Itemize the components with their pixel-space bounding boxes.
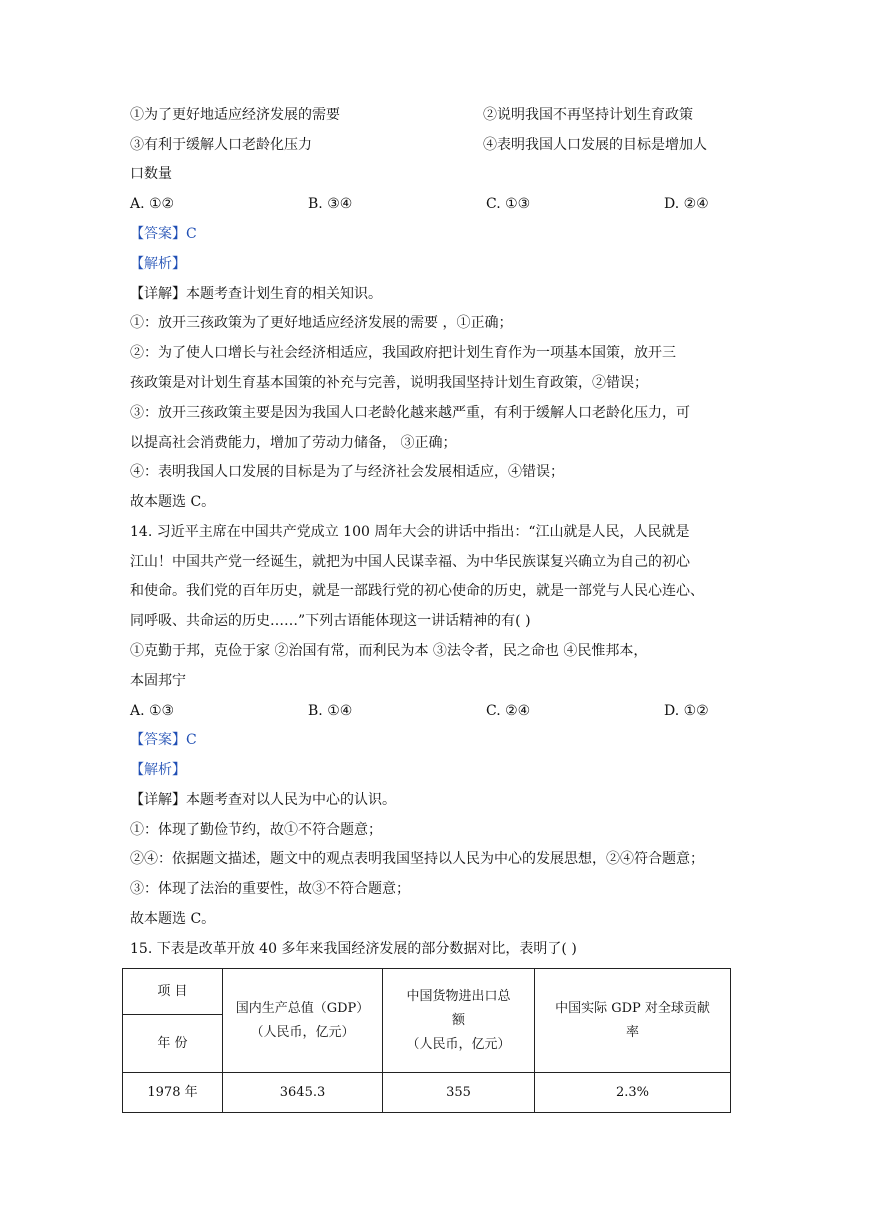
table-row — [123, 1073, 731, 1113]
q14-stem-3: 和使命。我们党的百年历史，就是一部践行党的初心使命的历史，就是一部党与人民心连心、 — [130, 583, 704, 599]
q13-choice-b: B. ③④ — [308, 196, 353, 212]
q14-detail: 【详解】本题考查对以人民为中心的认识。 — [130, 792, 396, 808]
q14-stem-1: 14. 习近平主席在中国共产党成立 100 周年大会的讲话中指出：“江山就是人民，人民就是 — [130, 524, 690, 540]
q13-explanation-2b: 孩政策是对计划生育基本国策的补充与完善，说明我国坚持计划生育政策，②错误； — [130, 375, 648, 391]
q14-explanation-1: ①：体现了勤俭节约，故①不符合题意； — [130, 822, 382, 838]
q14-choice-d: D. ①② — [664, 703, 709, 719]
header-year: 年 份 — [123, 1015, 223, 1073]
q14-answer: 【答案】C — [130, 732, 197, 748]
q14-analysis-heading: 【解析】 — [130, 762, 186, 778]
q13-explanation-3b: 以提高社会消费能力，增加了劳动力储备， ③正确； — [130, 435, 457, 451]
q13-option-2: ②说明我国不再坚持计划生育政策 — [483, 107, 693, 123]
q13-option-1: ①为了更好地适应经济发展的需要 — [130, 107, 340, 123]
q13-explanation-2a: ②：为了使人口增长与社会经济相适应，我国政府把计划生育作为一项基本国策，放开三 — [130, 345, 676, 361]
q14-choice-a: A. ①③ — [130, 703, 175, 719]
q14-stem-4: 同呼吸、共命运的历史……”下列古语能体现这一讲话精神的有( ) — [130, 613, 531, 629]
cell-gdp: 3645.3 — [223, 1073, 383, 1113]
q13-choice-a: A. ①② — [130, 196, 175, 212]
cell-contribution: 2.3% — [535, 1073, 731, 1113]
q13-option-4: ④表明我国人口发展的目标是增加人 — [483, 137, 707, 153]
q13-option-3: ③有利于缓解人口老龄化压力 — [130, 137, 312, 153]
q14-choice-b: B. ①④ — [308, 703, 353, 719]
q14-stem-2: 江山！中国共产党一经诞生，就把为中国人民谋幸福、为中华民族谋复兴确立为自己的初心 — [130, 554, 690, 570]
header-contribution: 中国实际 GDP 对全球贡献 率 — [535, 969, 731, 1073]
q14-choice-c: C. ②④ — [486, 703, 531, 719]
q13-conclusion: 故本题选 C。 — [130, 494, 216, 510]
q14-options: ①克勤于邦，克俭于家 ②治国有常，而利民为本 ③法令者，民之命也 ④民惟邦本， — [130, 643, 648, 659]
q13-detail: 【详解】本题考查计划生育的相关知识。 — [130, 286, 382, 302]
header-item: 项 目 — [123, 969, 223, 1015]
header-gdp: 国内生产总值（GDP） （人民币，亿元） — [223, 969, 383, 1073]
q13-option-row-1 — [130, 105, 340, 125]
q15-stem: 15. 下表是改革开放 40 多年来我国经济发展的部分数据对比，表明了( ) — [130, 941, 577, 957]
q13-choice-c: C. ①③ — [486, 196, 531, 212]
q13-option-4-continued: 口数量 — [130, 166, 172, 182]
q14-options-continued: 本固邦宁 — [130, 673, 186, 689]
q13-explanation-1: ①：放开三孩政策为了更好地适应经济发展的需要 ，①正确； — [130, 315, 513, 331]
economic-data-table — [122, 968, 731, 1113]
cell-trade: 355 — [383, 1073, 535, 1113]
q14-conclusion: 故本题选 C。 — [130, 911, 216, 927]
cell-year: 1978 年 — [123, 1073, 223, 1113]
q13-explanation-4: ④：表明我国人口发展的目标是为了与经济社会发展相适应，④错误； — [130, 464, 564, 480]
q14-explanation-2: ②④：依据题文描述，题文中的观点表明我国坚持以人民为中心的发展思想，②④符合题意； — [130, 851, 704, 867]
q13-choice-d: D. ②④ — [664, 196, 709, 212]
q13-explanation-3a: ③：放开三孩政策主要是因为我国人口老龄化越来越严重，有利于缓解人口老龄化压力，可 — [130, 405, 690, 421]
header-trade: 中国货物进出口总 额 （人民币，亿元） — [383, 969, 535, 1073]
q13-analysis-heading: 【解析】 — [130, 256, 186, 272]
table-header-row-1 — [123, 969, 731, 1015]
q13-answer: 【答案】C — [130, 226, 197, 242]
q14-explanation-3: ③：体现了法治的重要性，故③不符合题意； — [130, 881, 410, 897]
